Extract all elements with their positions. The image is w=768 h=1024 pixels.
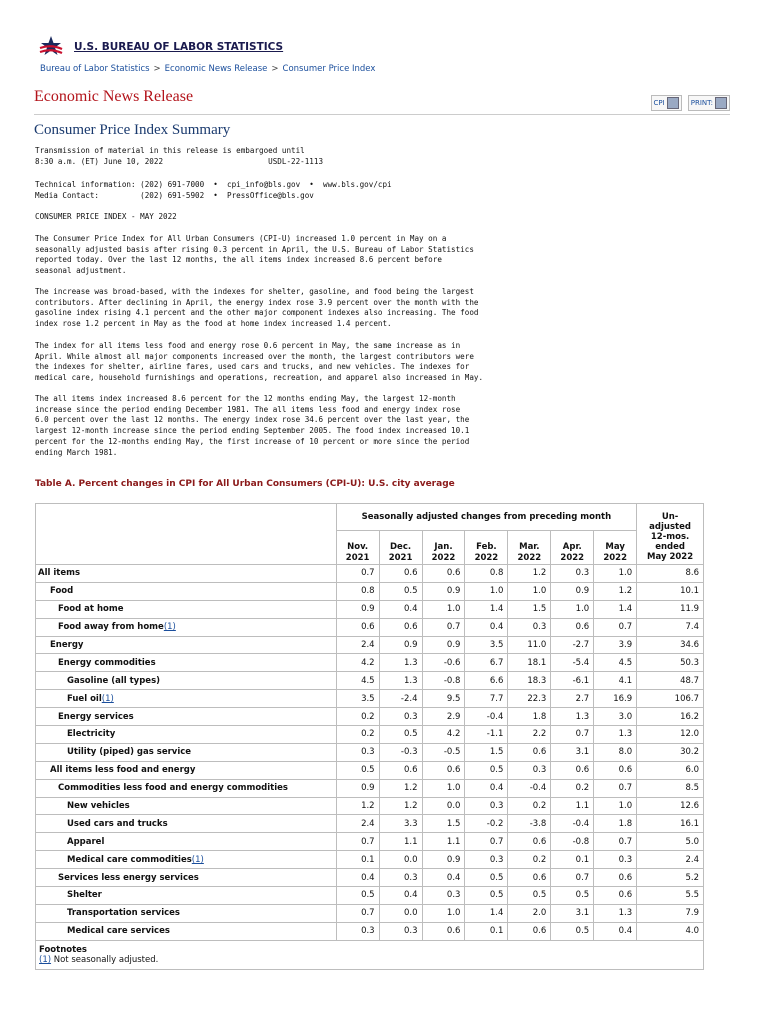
value-cell: 0.2 [336,726,379,744]
value-cell: 0.3 [465,797,508,815]
footnote-ref-link[interactable]: (1) [191,854,204,865]
value-cell: 0.9 [379,636,422,654]
toolbar [651,95,730,111]
value-cell: 12.0 [637,726,704,744]
value-cell: 0.8 [336,582,379,600]
value-cell: 34.6 [637,636,704,654]
paragraph-2: The increase was broad-based, with the indexes for shelter, gasoline, and food being the largest contributors. After declining in April, the energy index rose 3.9 percent over the month with the gasoline index rising 4.1 percent and the other major component indexes also increasing. The food index rose 1.2 percent in May as the food at home index increased 1.4 percent. [35,287,479,329]
table-row [36,565,704,583]
value-cell: 0.6 [594,887,637,905]
value-cell: 0.4 [379,600,422,618]
value-cell: 2.9 [422,708,465,726]
value-cell: 1.3 [379,672,422,690]
table-row [36,922,704,940]
value-cell: 3.0 [594,708,637,726]
value-cell: 0.6 [508,833,551,851]
value-cell: 0.6 [551,761,594,779]
value-cell: 1.4 [594,600,637,618]
value-cell: -0.5 [422,743,465,761]
value-cell: 18.1 [508,654,551,672]
value-cell: 8.5 [637,779,704,797]
value-cell: 5.0 [637,833,704,851]
row-label [36,887,337,905]
value-cell: 0.7 [594,833,637,851]
table-row [36,618,704,636]
row-label [36,618,337,636]
column-header: Nov. 2021 [336,531,379,565]
value-cell: 0.7 [594,618,637,636]
value-cell: 0.2 [508,797,551,815]
value-cell: 1.0 [594,797,637,815]
row-label-text: Shelter [67,890,102,901]
table-row [36,797,704,815]
value-cell: 0.8 [465,565,508,583]
row-label-text: Services less energy services [58,872,199,883]
row-label-text: New vehicles [67,801,130,812]
value-cell: 0.6 [379,761,422,779]
value-cell: 0.6 [379,565,422,583]
value-cell: 0.5 [379,582,422,600]
value-cell: 0.7 [336,904,379,922]
chevron-right-icon: > [271,64,279,74]
value-cell: -0.8 [551,833,594,851]
value-cell: 0.4 [465,779,508,797]
table-row [36,672,704,690]
cpi-table [35,503,704,970]
row-label [36,869,337,887]
divider [34,114,730,115]
row-label [36,833,337,851]
value-cell: 18.3 [508,672,551,690]
cpi-label: CPI [653,99,665,107]
seasonal-group-header: Seasonally adjusted changes from preceding month [336,504,636,531]
value-cell: 0.1 [336,851,379,869]
value-cell: 0.6 [551,618,594,636]
table-row [36,708,704,726]
row-label-text: Gasoline (all types) [67,675,161,686]
value-cell: 0.5 [551,922,594,940]
row-label [36,690,337,708]
value-cell: 0.5 [336,761,379,779]
paragraph-1: The Consumer Price Index for All Urban Consumers (CPI-U) increased 1.0 percent in May on a seasonally adjusted basis after rising 0.3 percent in April, the U.S. Bureau of Labor Statistics reported today. Over the last 12 months, the all items index increased 8.6 percent before seasonal adjustment. [35,234,474,276]
value-cell: 0.9 [422,636,465,654]
value-cell: -5.4 [551,654,594,672]
value-cell: 0.7 [422,618,465,636]
value-cell: 3.3 [379,815,422,833]
value-cell: 30.2 [637,743,704,761]
value-cell: 22.3 [508,690,551,708]
value-cell: 0.4 [422,869,465,887]
value-cell: 0.5 [508,887,551,905]
value-cell: 0.1 [465,922,508,940]
row-label [36,922,337,940]
value-cell: 0.2 [508,851,551,869]
value-cell: 0.9 [422,582,465,600]
value-cell: 8.6 [637,565,704,583]
value-cell: 0.7 [551,726,594,744]
table-row [36,726,704,744]
value-cell: 1.4 [465,600,508,618]
value-cell: -0.4 [465,708,508,726]
value-cell: 0.5 [465,887,508,905]
value-cell: 1.8 [594,815,637,833]
row-label [36,743,337,761]
value-cell: 1.2 [379,797,422,815]
row-label [36,600,337,618]
table-row [36,904,704,922]
table-row [36,779,704,797]
value-cell: 0.4 [594,922,637,940]
value-cell: 1.2 [508,565,551,583]
agency-name-link[interactable]: U.S. BUREAU OF LABOR STATISTICS [74,41,284,53]
value-cell: 1.0 [422,779,465,797]
value-cell: 0.7 [336,565,379,583]
value-cell: 0.6 [594,761,637,779]
contact-info: Technical information: (202) 691-7000 • cpi_info@bls.gov • www.bls.gov/cpi Media Contact: (202) 691-5902 • PressOffice@bls.gov [35,180,392,200]
footnote-text: Not seasonally adjusted. [51,954,159,965]
value-cell: -0.4 [551,815,594,833]
value-cell: 0.2 [551,779,594,797]
row-label-text: Food [50,586,74,597]
row-label-text: Medical care commodities [67,854,192,865]
value-cell: 1.1 [551,797,594,815]
value-cell: 0.7 [551,869,594,887]
value-cell: 1.2 [594,582,637,600]
value-cell: 0.4 [336,869,379,887]
value-cell: 48.7 [637,672,704,690]
value-cell: -3.8 [508,815,551,833]
value-cell: 0.6 [422,922,465,940]
value-cell: 0.3 [379,869,422,887]
print-button[interactable] [688,95,730,111]
value-cell: 1.0 [594,565,637,583]
value-cell: 4.2 [336,654,379,672]
value-cell: 6.7 [465,654,508,672]
table-row [36,600,704,618]
value-cell: 0.6 [336,618,379,636]
value-cell: 2.4 [336,636,379,654]
value-cell: 0.0 [422,797,465,815]
value-cell: 7.9 [637,904,704,922]
row-label [36,815,337,833]
value-cell: 0.3 [422,887,465,905]
value-cell: 0.6 [594,869,637,887]
row-label-text: All items [38,568,81,579]
row-label-text: Apparel [67,836,105,847]
row-label [36,761,337,779]
value-cell: 9.5 [422,690,465,708]
summary-title: Consumer Price Index Summary [34,122,231,138]
table-row [36,636,704,654]
value-cell: 1.1 [422,833,465,851]
value-cell: 0.3 [336,743,379,761]
table-row [36,815,704,833]
value-cell: 0.3 [508,761,551,779]
value-cell: 0.7 [465,833,508,851]
value-cell: 16.1 [637,815,704,833]
embargo-notice: Transmission of material in this release is embargoed until 8:30 a.m. (ET) June 10, 2022 USDL-22-1113 [35,146,324,166]
value-cell: 1.0 [422,600,465,618]
value-cell: -0.8 [422,672,465,690]
column-header: Mar. 2022 [508,531,551,565]
value-cell: 106.7 [637,690,704,708]
value-cell: 0.6 [422,565,465,583]
row-label-text: Fuel oil [67,693,102,704]
value-cell: 0.3 [465,851,508,869]
value-cell: 1.3 [594,726,637,744]
column-header: Dec. 2021 [379,531,422,565]
row-label-text: Transportation services [67,908,180,919]
footnote-ref-link[interactable]: (1) [101,693,114,704]
row-label [36,565,337,583]
value-cell: 11.9 [637,600,704,618]
value-cell: 3.5 [336,690,379,708]
table-row [36,833,704,851]
value-cell: 4.2 [422,726,465,744]
value-cell: 0.6 [508,869,551,887]
table-row [36,690,704,708]
value-cell: 0.1 [551,851,594,869]
value-cell: 16.9 [594,690,637,708]
value-cell: 1.3 [594,904,637,922]
value-cell: -2.7 [551,636,594,654]
table-row [36,761,704,779]
value-cell: 0.3 [379,708,422,726]
footnote-ref-link[interactable]: (1) [163,622,176,633]
row-label-text: Utility (piped) gas service [67,747,192,758]
row-label-text: Medical care services [67,926,170,937]
table-corner-cell [36,504,337,565]
value-cell: 4.1 [594,672,637,690]
column-header: Feb. 2022 [465,531,508,565]
value-cell: -0.3 [379,743,422,761]
value-cell: 2.4 [637,851,704,869]
value-cell: 2.0 [508,904,551,922]
value-cell: 0.5 [551,887,594,905]
bls-logo-icon[interactable] [38,35,64,59]
row-label-text: Commodities less food and energy commodities [58,783,288,794]
row-label [36,636,337,654]
row-label-text: Energy services [58,711,134,722]
row-label-text: Energy commodities [58,657,156,668]
printer-icon [715,97,727,109]
value-cell: 3.9 [594,636,637,654]
value-cell: 5.2 [637,869,704,887]
column-header: Apr. 2022 [551,531,594,565]
row-label-text: Energy [50,640,84,650]
value-cell: -2.4 [379,690,422,708]
value-cell: 6.6 [465,672,508,690]
value-cell: 0.6 [508,743,551,761]
breadcrumb [40,64,375,74]
column-header: May 2022 [594,531,637,565]
row-label [36,654,337,672]
value-cell: 0.6 [422,761,465,779]
value-cell: 0.7 [594,779,637,797]
table-row [36,887,704,905]
chevron-right-icon: > [153,64,161,74]
value-cell: -0.2 [465,815,508,833]
value-cell: 5.5 [637,887,704,905]
value-cell: 0.3 [379,922,422,940]
value-cell: 1.2 [379,779,422,797]
value-cell: 0.9 [551,582,594,600]
value-cell: 1.5 [465,743,508,761]
value-cell: 12.6 [637,797,704,815]
value-cell: 0.5 [336,887,379,905]
value-cell: -1.1 [465,726,508,744]
value-cell: 0.9 [422,851,465,869]
page-title: Economic News Release [34,88,194,105]
row-label [36,851,337,869]
value-cell: 7.4 [637,618,704,636]
row-label [36,904,337,922]
footnote-1 [39,955,700,965]
table-row [36,743,704,761]
breadcrumb-cpi[interactable]: Consumer Price Index [282,64,376,74]
value-cell: 3.1 [551,743,594,761]
value-cell: 0.2 [336,708,379,726]
unadjusted-header: Un- adjusted 12-mos. ended May 2022 [637,504,704,565]
row-label [36,726,337,744]
value-cell: 2.2 [508,726,551,744]
row-label-text: Used cars and trucks [67,818,168,829]
value-cell: 11.0 [508,636,551,654]
value-cell: 0.4 [379,887,422,905]
row-label-text: Food at home [58,604,124,615]
value-cell: 1.0 [508,582,551,600]
value-cell: 0.9 [336,779,379,797]
row-label-text: Electricity [67,729,116,740]
value-cell: 3.5 [465,636,508,654]
value-cell: 8.0 [594,743,637,761]
value-cell: 16.2 [637,708,704,726]
row-label [36,672,337,690]
value-cell: 4.0 [637,922,704,940]
table-row [36,582,704,600]
value-cell: 0.3 [336,922,379,940]
site-header [38,34,283,60]
value-cell: 4.5 [594,654,637,672]
row-label-text: All items less food and energy [50,765,196,776]
value-cell: 0.3 [594,851,637,869]
footnotes-title: Footnotes [39,944,87,955]
value-cell: -0.6 [422,654,465,672]
table-title: Table A. Percent changes in CPI for All Urban Consumers (CPI-U): U.S. city average [35,479,455,489]
value-cell: 1.1 [379,833,422,851]
breadcrumb-news-release[interactable]: Economic News Release [164,64,268,74]
value-cell: -6.1 [551,672,594,690]
breadcrumb-bls[interactable]: Bureau of Labor Statistics [40,64,150,74]
value-cell: 4.5 [336,672,379,690]
table-row [36,654,704,672]
value-cell: 0.9 [336,600,379,618]
value-cell: 0.5 [379,726,422,744]
value-cell: -0.4 [508,779,551,797]
value-cell: 1.3 [379,654,422,672]
value-cell: 0.3 [551,565,594,583]
value-cell: 2.7 [551,690,594,708]
value-cell: 1.3 [551,708,594,726]
value-cell: 0.6 [379,618,422,636]
row-label [36,582,337,600]
footnotes [36,940,704,969]
value-cell: 10.1 [637,582,704,600]
value-cell: 0.5 [465,761,508,779]
value-cell: 6.0 [637,761,704,779]
print-label: PRINT: [690,99,713,107]
cpi-pdf-button[interactable] [651,95,682,111]
table-row [36,869,704,887]
value-cell: 2.4 [336,815,379,833]
paragraph-4: The all items index increased 8.6 percent for the 12 months ending May, the largest 12-month increase since the period ending December 1981. The all items less food and energy index rose 6.0 percent over the last 12 months. The energy index rose 34.6 percent over the last year, the largest 12-month increase since the period ending September 2005. The food index increased 10.1 percent for the 12-months ending May, the first increase of 10 percent or more since the period ending March 1981. [35,394,470,457]
value-cell: 0.7 [336,833,379,851]
value-cell: 50.3 [637,654,704,672]
column-header: Jan. 2022 [422,531,465,565]
value-cell: 0.6 [508,922,551,940]
value-cell: 1.0 [422,904,465,922]
value-cell: 0.5 [465,869,508,887]
table-row [36,851,704,869]
footnote-link[interactable]: (1) [39,954,52,965]
value-cell: 1.2 [336,797,379,815]
value-cell: 1.5 [508,600,551,618]
row-label [36,708,337,726]
value-cell: 1.0 [465,582,508,600]
value-cell: 1.5 [422,815,465,833]
value-cell: 0.3 [508,618,551,636]
value-cell: 1.8 [508,708,551,726]
value-cell: 0.4 [465,618,508,636]
value-cell: 7.7 [465,690,508,708]
value-cell: 0.0 [379,851,422,869]
value-cell: 1.0 [551,600,594,618]
row-label [36,797,337,815]
release-heading: CONSUMER PRICE INDEX - MAY 2022 [35,212,177,221]
pdf-icon [667,97,679,109]
paragraph-3: The index for all items less food and energy rose 0.6 percent in May, the same increase as in April. While almost all major components increased over the month, the largest contributors were the indexes for shelter, airline fares, used cars and trucks, and new vehicles. The indexes for medical care, household furnishings and operations, recreation, and apparel also increased in May. [35,341,484,383]
value-cell: 3.1 [551,904,594,922]
value-cell: 0.0 [379,904,422,922]
value-cell: 1.4 [465,904,508,922]
row-label-text: Food away from home [58,622,164,633]
row-label [36,779,337,797]
